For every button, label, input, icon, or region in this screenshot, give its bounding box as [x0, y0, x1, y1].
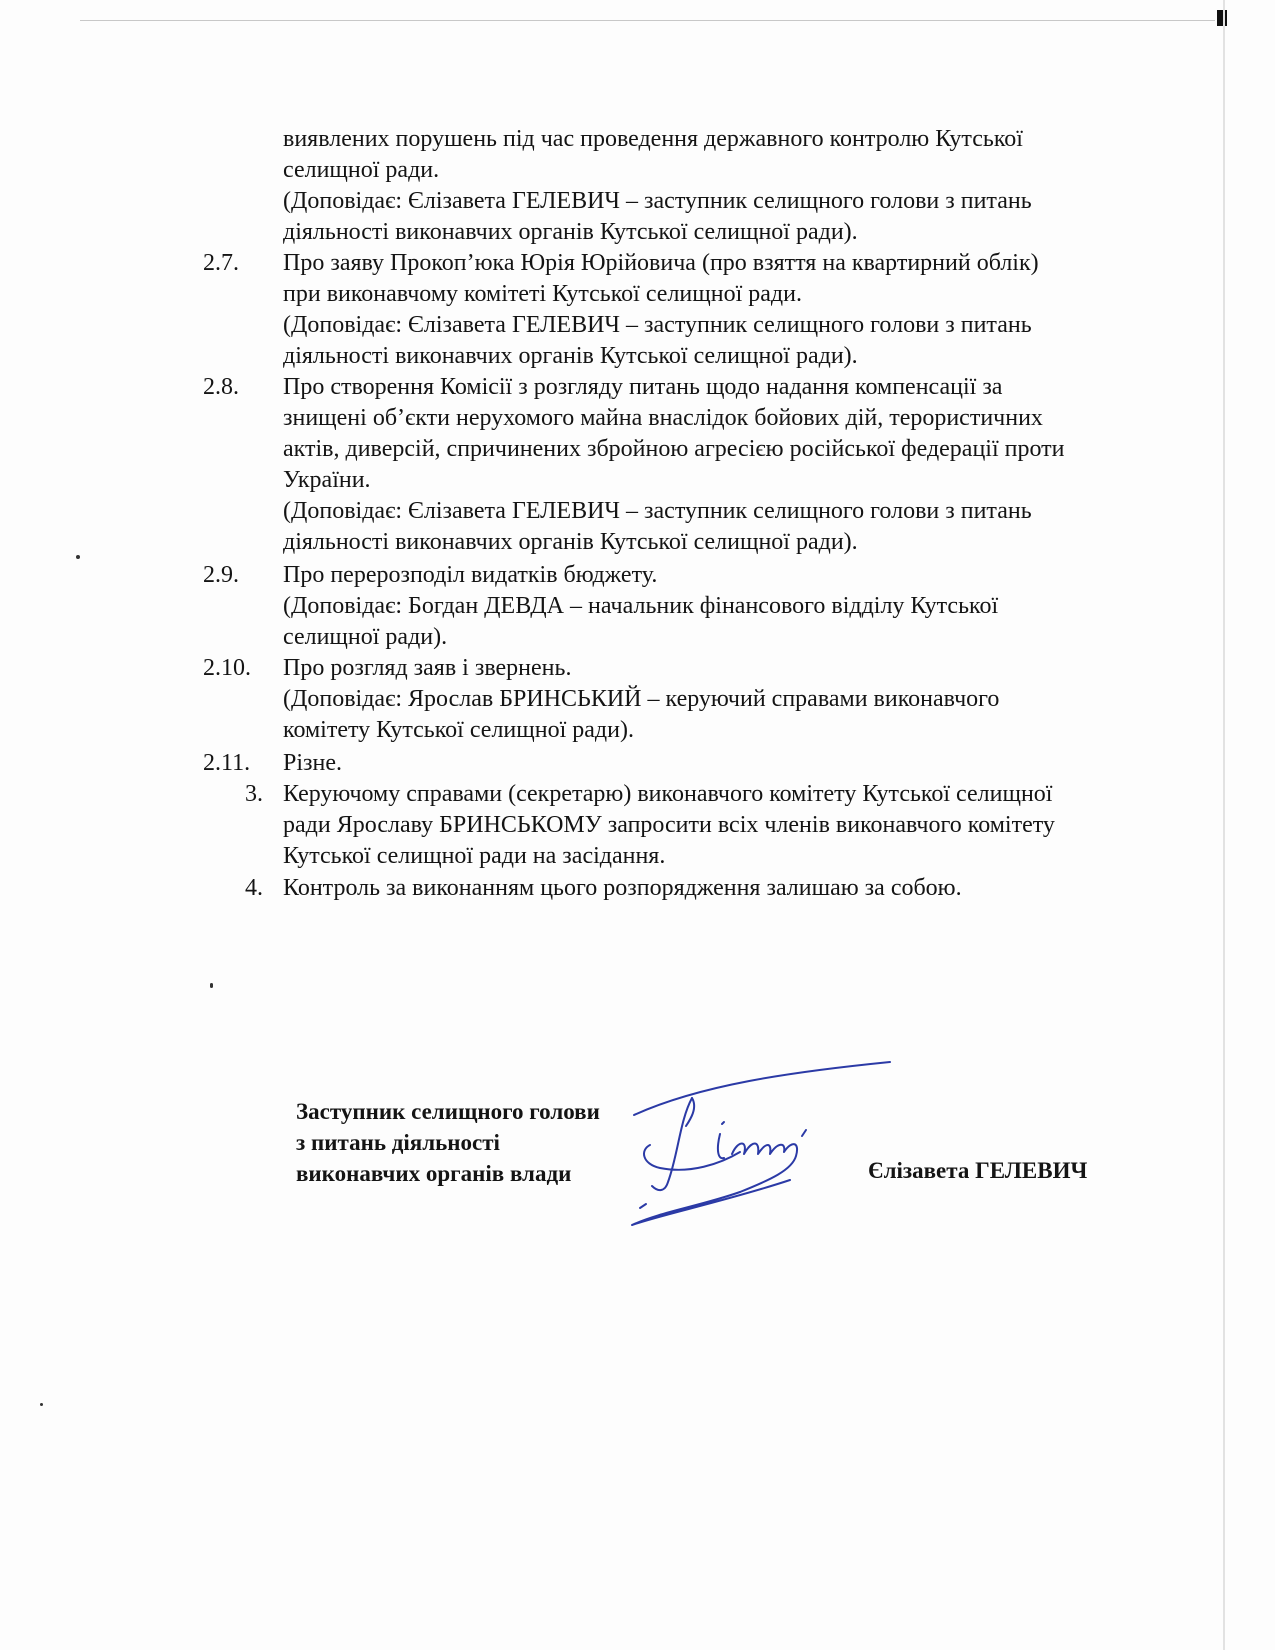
- signatory-name: Єлізавета ГЕЛЕВИЧ: [868, 1158, 1088, 1183]
- text-line: виявлених порушень під час проведення державного контролю Кутської: [283, 126, 1023, 152]
- text-line: діяльності виконавчих органів Кутської селищної ради).: [283, 219, 858, 245]
- text-line: Про заяву Прокоп’юка Юрія Юрійовича (про взяття на квартирний облік): [283, 250, 1039, 276]
- text-line: Контроль за виконанням цього розпорядження залишаю за собою.: [283, 875, 962, 901]
- text-line: Про створення Комісії з розгляду питань щодо надання компенсації за: [283, 374, 1003, 400]
- handwritten-signature: [620, 1060, 900, 1230]
- text-line: комітету Кутської селищної ради).: [283, 717, 634, 743]
- scan-speck: [76, 555, 80, 559]
- signatory-title-line: виконавчих органів влади: [296, 1161, 572, 1186]
- text-line: (Доповідає: Єлізавета ГЕЛЕВИЧ – заступник селищного голови з питань: [283, 498, 1032, 524]
- item-text: [283, 653, 1183, 746]
- item-number: 2.8.: [203, 374, 239, 400]
- text-line: Про перерозподіл видатків бюджету.: [283, 562, 658, 588]
- text-line: Про розгляд заяв і звернень.: [283, 655, 572, 681]
- item-number: 2.10.: [203, 655, 251, 681]
- text-line: (Доповідає: Богдан ДЕВДА – начальник фінансового відділу Кутської: [283, 593, 999, 619]
- scan-right-edge: [1223, 0, 1225, 1650]
- text-line: діяльності виконавчих органів Кутської селищної ради).: [283, 343, 858, 369]
- text-line: Різне.: [283, 750, 342, 776]
- text-line: ради Ярославу БРИНСЬКОМУ запросити всіх членів виконавчого комітету: [283, 812, 1055, 838]
- scan-top-rule: [80, 20, 1215, 21]
- item-number: 4.: [245, 875, 263, 901]
- text-line: при виконавчому комітеті Кутської селищної ради.: [283, 281, 802, 307]
- item-number: 2.9.: [203, 562, 239, 588]
- item-text: [283, 560, 1183, 653]
- text-line: (Доповідає: Єлізавета ГЕЛЕВИЧ – заступник селищного голови з питань: [283, 188, 1032, 214]
- text-line: знищені об’єкти нерухомого майна внаслідок бойових дій, терористичних: [283, 405, 1043, 431]
- item-number: 2.11.: [203, 750, 251, 776]
- text-line: діяльності виконавчих органів Кутської селищної ради).: [283, 529, 858, 555]
- text-line: актів, диверсій, спричинених збройною агресією російської федерації проти: [283, 436, 1065, 462]
- scan-corner-mark: [1217, 10, 1227, 26]
- text-line: селищної ради.: [283, 157, 440, 183]
- text-line: селищної ради).: [283, 624, 448, 650]
- item-text: [283, 248, 1183, 372]
- item-number: 2.7.: [203, 250, 239, 276]
- item-number: 3.: [245, 781, 263, 807]
- text-line: Керуючому справами (секретарю) виконавчого комітету Кутської селищної: [283, 781, 1053, 807]
- signatory-title-line: з питань діяльності: [296, 1130, 500, 1155]
- scan-speck: [40, 1403, 43, 1406]
- item-text: [283, 372, 1183, 558]
- text-line: Кутської селищної ради на засідання.: [283, 843, 666, 869]
- item-text: [283, 748, 1183, 779]
- item-text: [283, 873, 1183, 904]
- text-line: (Доповідає: Ярослав БРИНСЬКИЙ – керуючий справами виконавчого: [283, 686, 1000, 712]
- signatory-title: [296, 1096, 600, 1189]
- text-line: України.: [283, 467, 371, 493]
- text-line: (Доповідає: Єлізавета ГЕЛЕВИЧ – заступник селищного голови з питань: [283, 312, 1032, 338]
- item-text: [283, 779, 1183, 872]
- signatory-title-line: Заступник селищного голови: [296, 1099, 600, 1124]
- scan-speck: [210, 983, 213, 988]
- continuation-text: [283, 124, 1183, 248]
